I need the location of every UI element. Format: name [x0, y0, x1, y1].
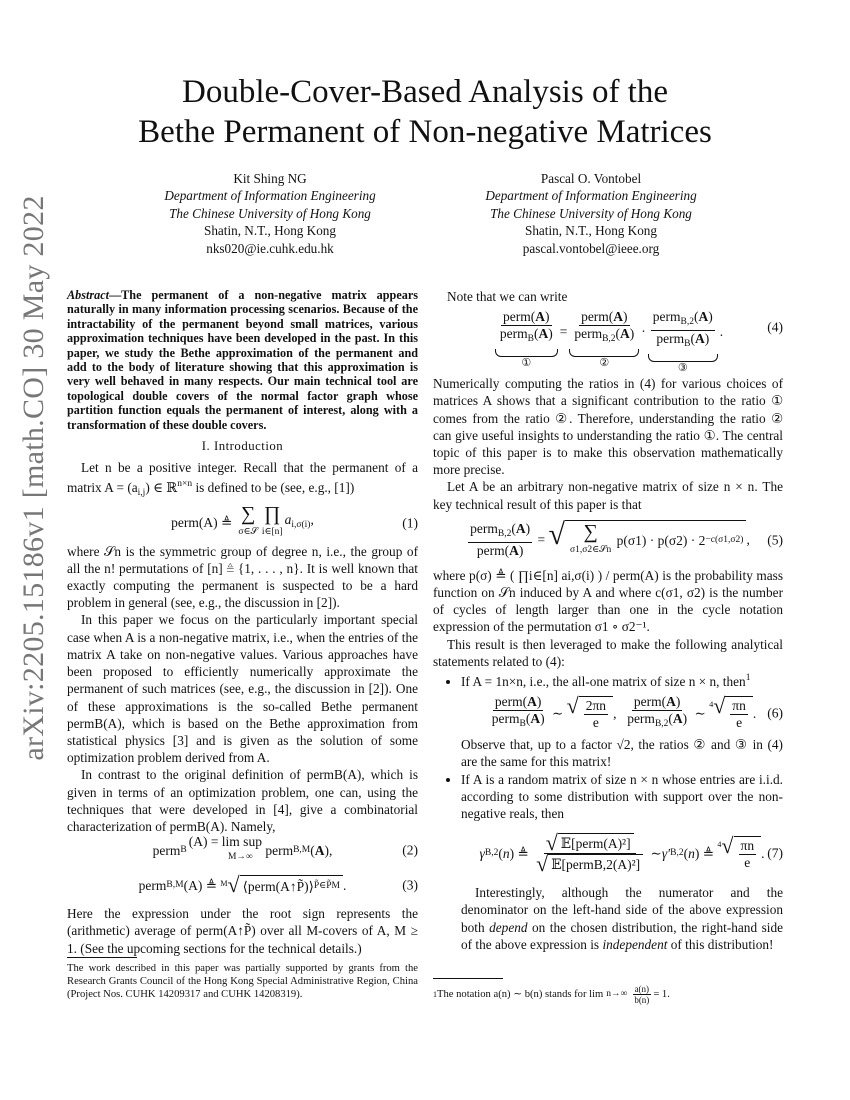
intro-paragraph-1: Let n be a positive integer. Recall that the permanent of a matrix $A = (a_{i,j})$ ∈ ℝ$^{n\times n}$ is defined to be (see, e.g., [1]): [67, 460, 418, 499]
right-paragraph-2: Numerically computing the ratios in (4) for various choices of matrices A shows that a significant contribution to the ratio ① comes from the ratio ②. Therefore, understanding the ratio ② can give useful insights to understanding the ratio ①. The central topic of this paper is to make this observation mathematically more precise.: [433, 376, 783, 478]
equation-7: γ B,2 ( n ) ≜ √ 𝔼[perm(A)²] √ 𝔼[permB,2(A)²] ∼ γ′ B,2 ( n ) ≜ 4 √ $\frac{\pi n}{e}$ . (7): [479, 829, 783, 876]
list-item: • If A = 1n×n, i.e., the all-one matrix of size n × n, then$^1$ $\frac{\text{perm(A)}}{perm_B(A)}$ ∼ √ $\frac{2\pi n}{e}$ , $\frac{\text{perm(A)}}{perm_{B,2}(A)}$ ∼ 4 √ $\frac{\pi n}{e}$ . (6) Observe that, up to a factor √2, the ratios ② and ③ in (4) are the same for this matrix!: [461, 670, 783, 771]
author-1: Kit Shing NG Department of Information Engineering The Chinese University of Hong Kong Shatin, N.T., Hong Kong nks020@ie.cuhk.edu.hk: [164, 171, 376, 256]
intro-paragraph-5: Here the expression under the root sign represents the (arithmetic) average of perm(A↑P̃) over all M-covers of A, M ≥ 1. (See the upcoming sections for the technical details.): [67, 906, 418, 956]
intro-paragraph-4: In contrast to the original definition of permB(A), which is given in terms of an optimization problem, one can, using the techniques that were developed in [4], give a combinatorial characterization of permB(A). Namely,: [67, 767, 418, 834]
author-2: Pascal O. Vontobel Department of Information Engineering The Chinese University of Hong Kong Shatin, N.T., Hong Kong pascal.vontobel@ieee.org: [485, 171, 697, 256]
intro-paragraph-2: where 𝒮n is the symmetric group of degree n, i.e., the group of all the n! permutations of [n] ≜ {1, . . . , n}. It is well known that exactly computing the permanent is suspected to be a hard problem in general (see, e.g., the discussion in [2]).: [67, 543, 418, 611]
footnote-rule-right: [433, 978, 503, 979]
right-column: [433, 288, 783, 953]
abstract: Abstract—The permanent of a non-negative matrix appears naturally in many information processing scenarios. Because of the intractability of the permanent beyond small matrices, various approximation techniques have been developed in the past. In this paper, we study the Bethe approximation of the permanent and add to the body of literature showing that this approximation is very well behaved in many respects. Our main technical tool are topological double covers of the normal factor graph whose partition function equals the permanent of interest, along with a transformation of these double covers.: [67, 288, 418, 432]
right-paragraph-4: where p(σ) ≜ ( ∏i∈[n] ai,σ(i) ) / perm(A) is the probability mass function on 𝒮n induced by A and where c(σ1, σ2) is the number of cycles of length larger than one in the cycle notation expression of the permutation σ1 ∘ σ2⁻¹.: [433, 567, 783, 635]
result-list: [433, 670, 783, 953]
footnote-rule: [67, 957, 137, 958]
right-paragraph-5: This result is then leveraged to make the following analytical statements related to (4):: [433, 636, 783, 669]
equation-2: perm B (A) = lim sup M→∞ perm B,M ( A ), (2): [152, 834, 418, 863]
equation-3: perm B,M (A) ≜ M √ ⟨perm(A↑P̃)⟩ P̃∈P̃M . (3): [138, 872, 418, 898]
right-paragraph-1: Note that we can write: [447, 289, 568, 304]
equation-6: $\frac{\text{perm(A)}}{perm_B(A)}$ ∼ √ $\frac{2\pi n}{e}$ , $\frac{\text{perm(A)}}{perm_{B,2}(A)}$ ∼ 4 √ $\frac{\pi n}{e}$ . (6): [491, 692, 783, 730]
paper-title: Double-Cover-Based Analysis of the Bethe Permanent of Non-negative Matrices: [138, 74, 712, 150]
list-item: • If A is a random matrix of size n × n whose entries are i.i.d. according to some distribution with support over the non-negative reals, then γ B,2 ( n ) ≜ √ 𝔼[perm(A)²] √ 𝔼[permB,2(A)²] ∼ γ′ B,2 ( n ) ≜ 4 √ $\frac{\pi n}{e}$ . (7) Interestingly, although the numerator and the denominator on the left-hand side of the above expression both depend on the chosen distribution, the right-hand side of the above expression is independent of this distribution!: [461, 771, 783, 953]
equation-4: $\frac{\text{perm(A)}}{perm_B(A)}$ ① = $\frac{\text{perm(A)}}{perm_{B,2}(A)}$ ② · $\frac{perm_{B,2}(A)}{perm_B(A)}$ ③ . (4): [433, 305, 783, 375]
equation-5: $\frac{perm_{B,2}(A)}{\text{perm(A)}}$ = √ ∑ σ1,σ2∈𝒮n p(σ1) · p(σ2) · 2 −c(σ1,σ2) , (5): [470, 518, 783, 558]
arxiv-stamp: arXiv:2205.15186v1 [math.CO] 30 May 2022: [17, 195, 50, 761]
intro-paragraph-3: In this paper we focus on the particularly important special case when A is a non-negative matrix, i.e., when the entries of the matrix A take on non-negative values. Various approaches have been proposed to efficiently numerically approximate the permanent of such matrices (see, e.g., the discussion in [2]). One of these approximations is the so-called Bethe permanent permB(A), which is based on the Bethe approximation from statistical physics [3] and is given as the solution of some optimization problem derived from A.: [67, 612, 418, 766]
section-heading: I. Introduction: [201, 439, 284, 454]
equation-1: perm(A) ≜ ∑ σ∈𝒮 ∏ i∈[n] $a_{i,\sigma(i)}$, (1): [171, 503, 418, 538]
left-footnote: The work described in this paper was partially supported by grants from the Research Grants Council of the Hong Kong Special Administrative Region, China (Project Nos. CUHK 14209317 and CUHK 14208319).: [67, 963, 418, 1001]
right-paragraph-3: Let A be an arbitrary non-negative matrix of size n × n. The key technical result of this paper is that: [433, 479, 783, 512]
right-footnote: 1 The notation a(n) ∼ b(n) stands for lim n→∞ $\frac{a(n)}{b(n)}$ = 1.: [433, 984, 670, 1005]
left-column: [67, 288, 418, 957]
